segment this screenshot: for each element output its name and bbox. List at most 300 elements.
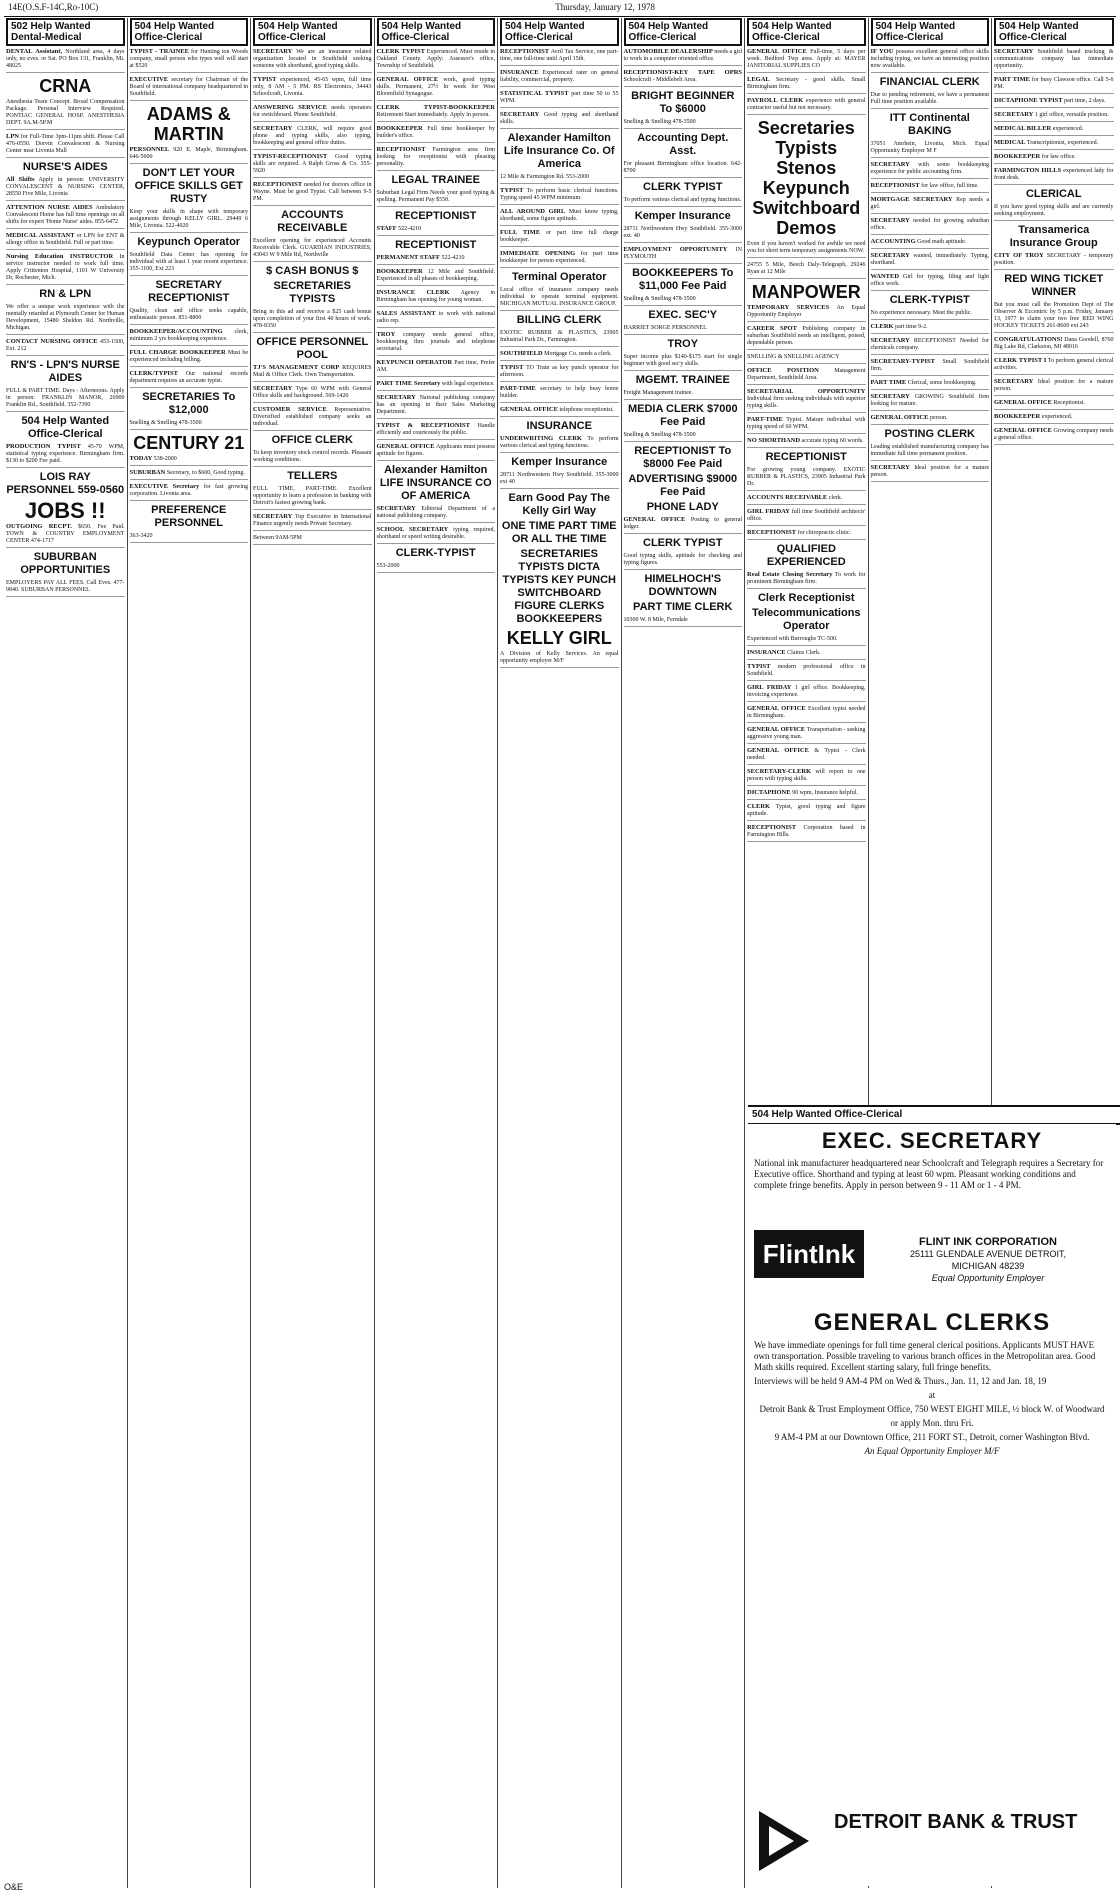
ad-body: Snelling & Snelling 478-3500 <box>623 296 696 302</box>
ad-body: Editorial Department of a national publishing company. <box>376 506 495 519</box>
ad-title: CLERK <box>870 323 894 330</box>
ad-spacer <box>81 444 88 450</box>
classified-ad <box>871 48 990 73</box>
gc-title: GENERAL CLERKS <box>813 1309 1051 1336</box>
classified-ad <box>994 413 1114 424</box>
classified-ad <box>253 485 372 510</box>
classified-ad <box>500 250 619 268</box>
ad-title: GENERAL OFFICE <box>870 414 929 421</box>
classified-ad <box>6 387 125 412</box>
classified-ad <box>253 125 372 150</box>
classified-ad <box>253 153 372 178</box>
ad-title: BOOKKEEPER <box>994 153 1041 160</box>
ad-body: 1 girl office. Bookkeeping, invoicing experience. <box>747 685 866 698</box>
ad-heading: LOIS RAY PERSONNEL 559-0560 <box>6 471 125 496</box>
ad-body: Suburban Legal Firm Needs your good typing & spelling. Permanent Pay $550. <box>376 190 495 203</box>
ad-body: FULL & PART TIME. Days - Afternoons. Apply in person: FRANKLIN MANOR, 26900 Franklin Rd., Southfield. 352-7390 <box>6 388 125 408</box>
classified-ad <box>994 378 1114 396</box>
ad-title: SECRETARY <box>253 48 293 55</box>
ad-body: Experienced. Must reside in Oakland County. Apply: Assessor's office, Township of Southfield. <box>376 49 496 69</box>
gc-or: or apply Mon. thru Fri. <box>890 1418 974 1428</box>
ad-body: For pleasant Birmingham office location. 642-8700 <box>623 161 742 174</box>
ad-body: Between 9AM-5PM <box>253 535 302 541</box>
ad-title: Real Estate Closing Secretary <box>747 571 833 578</box>
classified-ad <box>253 385 372 403</box>
exec-title: EXEC. SECRETARY <box>821 1128 1043 1153</box>
classified-ad <box>747 803 866 821</box>
ad-heading: 504 Help Wanted Office-Clerical <box>21 415 110 440</box>
ad-heading: HIMELHOCH'S DOWNTOWN <box>644 573 722 598</box>
ad-body: Full time bookkeeper by builder's office. <box>376 126 495 139</box>
ad-title: IMMEDIATE OPENING <box>500 250 576 257</box>
classified-ad <box>747 416 866 434</box>
classified-ad <box>253 513 372 531</box>
ad-heading: PHONE LADY <box>646 501 719 513</box>
ad-title: BOOKKEEPER <box>376 125 423 132</box>
ad-heading: RECEPTIONIST <box>395 239 477 251</box>
classified-ad <box>747 76 866 94</box>
classified-ad <box>871 337 990 355</box>
ad-body: Freight Management trainee. <box>623 390 693 396</box>
ad-title: SECRETARY <box>253 385 293 392</box>
ad-body: SECRETARY - temporary position. <box>994 253 1114 266</box>
classified-ad <box>994 167 1114 185</box>
ad-spacer <box>910 162 918 168</box>
column-heading: 504 Help Wanted Office-Clerical <box>994 18 1114 46</box>
ad-body: for Full-Time 3pm-11pm shift. Please Call 476-0550. Dorvin Convalescent & Nursing Center near Livonia Mall <box>6 134 125 154</box>
ad-body: Apply in person: UNIVERSITY CONVALESCENT & NURSING CENTER, 28550 Five Mile, Livonia <box>6 177 125 197</box>
ad-body: Dana Goodell, 8760 Big Lake Rd, Clarkston, MI 48016 <box>994 337 1114 350</box>
classified-ad <box>871 309 990 320</box>
ad-body: Agency in Birmingham has opening for young woman. <box>376 290 495 303</box>
classified-ad <box>6 523 125 548</box>
ad-body: secretary to help busy home builder. <box>500 386 619 399</box>
classified-ad <box>871 252 990 270</box>
ad-body: 553-2000 <box>376 563 400 569</box>
ad-body: An Equal Opportunity Employer <box>747 305 866 318</box>
classified-ad <box>624 246 743 264</box>
ad-body: Transportation - seeking aggressive young man. <box>747 727 866 740</box>
classified-ad <box>624 353 743 371</box>
classified-ad <box>6 48 125 73</box>
ad-title: SUBURBAN <box>129 469 166 476</box>
ad-body: Typist. Mature individual with typing speed of 60 WPM. <box>747 417 866 430</box>
ad-title: GENERAL OFFICE <box>747 705 806 712</box>
ad-body: 45-70 WPM, statistical typing experience. Birmingham firm. $130 to $200 Fee paid. <box>6 444 125 464</box>
classified-ad <box>871 414 990 425</box>
ad-heading: LEGAL TRAINEE <box>391 174 480 186</box>
gc-eoe: An Equal Opportunity Employer M/F <box>864 1446 1000 1456</box>
ad-title: CITY OF TROY <box>994 252 1044 259</box>
classified-ad <box>253 104 372 122</box>
detroit-bank-logo <box>754 1806 1110 1876</box>
ad-body: TO Train as key punch operator for afternoon. <box>500 365 619 378</box>
ad-body: Ambulatory Convalescent Home has full time openings on all shifts for expert 'Home Nurse' aides. 855-6472 <box>6 205 125 225</box>
ad-body: accurate typing 60 words. <box>801 438 864 444</box>
column-6 <box>622 18 746 1888</box>
ad-title: AUTOMOBILE DEALERSHIP <box>623 48 713 55</box>
ad-spacer <box>728 247 736 253</box>
classified-ad <box>253 237 372 262</box>
ad-body: 37051 Amrhein, Livonia, Mich. Equal Opportunity Employer M F <box>870 141 989 154</box>
classified-ad <box>377 443 496 461</box>
ad-title: PART-TIME <box>747 416 783 423</box>
ad-body: Experienced with Burroughs TC-500. <box>747 636 838 642</box>
ad-body: EXOTIC RUBBER & PLASTICS, 23905 Industrial Park Dr., Farmington. <box>500 330 619 343</box>
ad-body: Top Executive in International Finance urgently needs Private Secretary. <box>253 514 372 527</box>
classified-ad <box>130 455 249 466</box>
ad-title: IF YOU <box>870 48 894 55</box>
ad-title: SECRETARY <box>870 337 910 344</box>
ad-body: wanted, immediately. Typing, shorthand. <box>870 253 989 266</box>
ad-body: To perform general clerical activities. <box>994 358 1114 371</box>
classified-ad <box>500 48 619 66</box>
classified-ad <box>747 367 866 385</box>
ad-heading: PREFERENCE PERSONNEL <box>151 504 227 529</box>
ad-heading: DON'T LET YOUR OFFICE SKILLS GET RUSTY <box>134 167 243 205</box>
classified-ad <box>130 532 249 543</box>
classified-ad <box>747 508 866 526</box>
ad-title: SECRETARY <box>870 464 910 471</box>
ad-body: Type 60 WPM with General Office skills and background. 569-1420 <box>253 386 372 399</box>
ad-heading: QUALIFIED EXPERIENCED <box>766 543 846 568</box>
ad-title: PAYROLL CLERK <box>747 97 804 104</box>
ad-title: STAFF <box>376 225 397 232</box>
classified-ad <box>6 338 125 356</box>
ad-title: GENERAL OFFICE <box>747 726 806 733</box>
ad-title: ACCOUNTING <box>870 238 916 245</box>
ad-title: BOOKKEEPER <box>994 413 1041 420</box>
classified-ad <box>377 505 496 523</box>
ad-body: $650. Fee Paid. TOWN & COUNTRY EMPLOYMENT CENTER 474-1717 <box>6 524 125 544</box>
ad-body: Due to pending retirement, we have a permanent Full time position available. <box>870 92 989 105</box>
ad-title: DENTAL Assistant, <box>6 48 63 55</box>
classified-ad <box>6 579 125 597</box>
classified-ad <box>130 208 249 233</box>
ad-body: REQUIRES Mail & Office Clerk. Own Transportation. <box>253 365 372 378</box>
ad-body: Good typing and shorthand skills. <box>500 112 619 125</box>
ad-body: We offer a unique work experience with the mentally retarded at Plymouth Center for Human Development, 15480 Sheldon Rd. Northville, Michigan. <box>6 304 125 331</box>
ad-body: 90 wpm, Insurance helpful. <box>792 790 858 796</box>
ad-title: CLERK <box>747 803 771 810</box>
ad-body: Posting to general ledger. <box>623 517 743 530</box>
ad-title: SECRETARY-CLERK <box>747 768 812 775</box>
classified-ad <box>994 139 1114 150</box>
ad-body: Excellent opening for experienced Accounts Receivable Clerk. GUARDIAN INDUSTRIES, 43043 W 9 Mile Rd, Northville <box>253 238 372 258</box>
classified-ad <box>871 140 990 158</box>
ad-body: Excellent typist needed in Birmingham. <box>747 706 866 719</box>
classified-ad <box>747 437 866 448</box>
display-ad-heading: Secretaries Typists Stenos Keypunch Switchboard Demos <box>752 118 861 238</box>
ad-body: needs a girl to work in a computer oriented office. <box>623 49 742 62</box>
classified-ad <box>500 69 619 87</box>
ad-heading: Transamerica Insurance Group <box>1009 224 1098 249</box>
ad-spacer <box>770 664 777 670</box>
ad-body: or LPN for ENT & allergy office in Southfield. Full or part time. <box>6 233 125 246</box>
ad-body: Farmington area firm looking for receptionist with pleasing personality. <box>376 147 495 167</box>
ad-body: 363-3420 <box>129 533 153 539</box>
ad-title: TROY <box>376 331 396 338</box>
column-3 <box>251 18 375 1888</box>
ad-title: SECRETARY <box>253 513 293 520</box>
classified-ad <box>747 768 866 786</box>
ad-title: MEDICAL ASSISTANT <box>6 232 75 239</box>
column-heading: 504 Help Wanted Office-Clerical <box>377 18 496 46</box>
classified-ad <box>377 76 496 101</box>
classified-ad <box>747 466 866 491</box>
ad-heading: MGEMT. TRAINEE <box>635 374 730 386</box>
ad-title: SECRETARY <box>994 111 1034 118</box>
ad-body: Applicants must possess aptitude for figures. <box>376 444 495 457</box>
ad-title: PART TIME Secretary <box>376 380 441 387</box>
ad-body: Must know typing, shorthand, some figure aptitude. <box>500 209 619 222</box>
ad-body: Corporation based in Farmington Hills. <box>747 825 866 838</box>
ad-body: Southfield Data Center has opening for individual with at least 1 year recent experience. 355-1100, Ext 223 <box>129 252 248 272</box>
ad-body: experienced. <box>1041 414 1073 420</box>
ad-body: Individual firm seeking individuals with superior typing skills. <box>747 396 866 409</box>
ad-spacer <box>223 329 235 335</box>
classified-ad <box>130 483 249 501</box>
ad-body: for Hunting ton Woods company, small person who types well will start at $520 <box>129 49 248 69</box>
ad-spacer <box>178 371 186 377</box>
flint-ink-logo: FlintInk <box>754 1230 864 1278</box>
ad-title: ALL AROUND GIRL <box>500 208 566 215</box>
ad-body: Rep needs a girl. <box>870 197 989 210</box>
display-ad-heading: CRNA <box>39 76 92 96</box>
ad-title: SCHOOL SECRETARY <box>376 526 449 533</box>
flint-ink-address <box>888 1236 1088 1284</box>
classified-ad <box>130 419 249 430</box>
ad-heading: CLERK-TYPIST <box>395 547 476 559</box>
flint-eoe: Equal Opportunity Employer <box>931 1273 1045 1283</box>
ad-heading: SECRETARIES TYPISTS <box>273 280 351 305</box>
general-clerks-ad <box>748 1306 1116 1886</box>
edition-label: 14E(O.S.F-14C,Ro-10C) <box>8 2 99 12</box>
date-label: Thursday, January 12, 1978 <box>555 2 655 12</box>
column-5 <box>498 18 622 1888</box>
classified-ad <box>624 324 743 335</box>
ad-title: SECRETARY <box>500 111 540 118</box>
ad-body: clerk. <box>828 495 843 501</box>
ad-title: PRODUCTION TYPIST <box>6 443 81 450</box>
ad-body: possess excellent general office skills including typing, we have an interesting position now available. <box>870 49 989 69</box>
classified-ad <box>6 176 125 201</box>
ad-body: No experience necessary. Meet the public. <box>870 310 972 316</box>
classified-ad <box>747 529 866 540</box>
display-ad-heading: KELLY GIRL <box>506 628 612 648</box>
ad-body: Our national records department requires an accurate typist. <box>129 371 248 384</box>
ad-body: needs operators for switchboard. Phone Southfield. <box>253 105 372 118</box>
ad-body: Schoolcraft - Middlebelt Area. <box>623 77 697 83</box>
ad-body: needed for doctors office in Wayne. Must be good Typist. Call between 9-5 PM. <box>253 182 372 202</box>
ad-title: EXECUTIVE Secretary <box>129 483 200 490</box>
ad-title: LEGAL <box>747 76 770 83</box>
ad-spacer <box>450 290 461 296</box>
classified-ad <box>6 133 125 158</box>
classified-ad <box>624 196 743 207</box>
ad-heading: ADVERTISING $9000 Fee Paid <box>628 473 738 498</box>
column-heading: 504 Help Wanted Office-Clerical <box>253 18 372 46</box>
ad-heading: ACCOUNTS RECEIVABLE <box>277 209 348 234</box>
ad-body: clerk, minimum 2 yrs bookkeeping experience. <box>129 329 248 342</box>
classified-ad <box>624 118 743 129</box>
ad-title: PERMANENT STAFF <box>376 254 440 261</box>
ad-heading: POSTING CLERK <box>884 428 975 440</box>
ad-body: 28711 Northwestern Hwy Southfield. 355-3000 ext 40 <box>500 472 619 485</box>
ad-body: To perform various clerical and typing functions. <box>500 436 619 449</box>
ad-body: Must be experienced including billing. <box>129 350 248 363</box>
jobs-heading: JOBS !! <box>24 498 106 523</box>
classified-ad <box>130 307 249 325</box>
classified-ad <box>130 76 249 101</box>
ad-heading: OFFICE PERSONNEL POOL <box>256 336 369 361</box>
classified-ad <box>130 370 249 388</box>
ad-body: For growing young company. EXOTIC RUBBER & PLASTICS, 23905 Industrial Park Dr. <box>747 467 866 487</box>
classified-ad <box>500 286 619 311</box>
ad-title: CAREER SPOT <box>747 325 797 332</box>
ad-title: TEMPORARY SERVICES <box>747 304 830 311</box>
ad-title: SECRETARY <box>253 125 293 132</box>
ad-heading: RECEPTIONIST To $8000 Fee Paid <box>634 445 732 470</box>
ad-title: INSURANCE <box>747 649 786 656</box>
header-right <box>1108 2 1116 16</box>
classified-ad <box>994 203 1114 221</box>
classified-ad <box>624 431 743 442</box>
ad-title: BOOKKEEPER <box>376 268 423 275</box>
classified-ad <box>624 295 743 306</box>
gc-body: We have immediate openings for full time general clerical positions. Applicants MUST HAVE own transportation. Possible traveling to various branch offices in the Metropolitan area. Good Math skills required. Excellent starting salary, full fringe benefits. <box>754 1340 1096 1372</box>
ad-title: OUTGOING RECPT. <box>6 523 72 530</box>
ad-body: person. <box>929 415 948 421</box>
classified-ad <box>377 104 496 122</box>
ad-body: for chiropractic clinic. <box>797 530 852 536</box>
classified-ad <box>377 422 496 440</box>
classified-ad <box>871 182 990 193</box>
classified-ad <box>377 125 496 143</box>
classified-ad <box>500 229 619 247</box>
classified-ad <box>500 173 619 184</box>
classified-ad <box>377 331 496 356</box>
ad-body: Experienced rater on general liability, commercial, property. <box>500 70 619 83</box>
ad-body: with legal experience. <box>441 381 495 387</box>
classified-ad <box>624 389 743 400</box>
ad-body: We are an insurance related organization located in Southfield seeking someone with shorthand, good typing skills. <box>253 49 372 69</box>
classified-ad <box>253 76 372 101</box>
ad-title: STATISTICAL TYPIST <box>500 90 569 97</box>
ad-body: experienced. <box>1052 126 1084 132</box>
ad-body: Snelling & Snelling 478-3500 <box>623 119 696 125</box>
column-heading: 504 Help Wanted Office-Clerical <box>130 18 249 46</box>
ad-body: part time 9-2. <box>895 324 928 330</box>
classified-ad <box>871 443 990 461</box>
column-heading: 504 Help Wanted Office-Clerical <box>871 18 990 46</box>
ad-title: OFFICE POSITION <box>747 367 819 374</box>
classified-ad <box>624 69 743 87</box>
ad-title: GENERAL OFFICE <box>623 516 686 523</box>
classified-ad <box>871 196 990 214</box>
classified-ad <box>994 301 1114 333</box>
classified-ad <box>747 325 866 350</box>
classified-ad <box>994 111 1114 122</box>
ad-title: RECEPTIONIST <box>870 182 920 189</box>
ad-body: Local office of insurance company needs individual to operate terminal equipment. MICHIGAN MUTUAL INSURANCE GROUP. <box>500 287 619 307</box>
classified-ad <box>6 303 125 335</box>
classified-ad <box>130 48 249 73</box>
ad-title: TYPIST - TRAINEE <box>129 48 189 55</box>
ad-title: FULL TIME <box>500 229 541 236</box>
ad-heading: FINANCIAL CLERK <box>879 76 980 88</box>
ad-body: part time, 2 days. <box>1064 98 1106 104</box>
classified-ad <box>747 684 866 702</box>
classified-ad <box>994 76 1114 94</box>
ad-body: Part time, Prefer AM. <box>376 360 495 373</box>
classified-ad <box>871 393 990 411</box>
ad-body: Good typing skills are required. A Ralph Gross & Co. 355-5920 <box>253 154 372 174</box>
ad-title: RECEPTIONIST <box>747 824 797 831</box>
classified-ad <box>500 406 619 417</box>
ad-heading: CLERK TYPIST <box>643 537 723 549</box>
ad-title: GENERAL OFFICE <box>376 76 439 83</box>
ad-title: GIRL FRIDAY <box>747 684 792 691</box>
ad-heading: Alexander Hamilton Life Insurance Co. Of America <box>503 132 615 170</box>
ad-title: PART TIME <box>994 76 1031 83</box>
ad-body: Claims Clerk. <box>787 650 821 656</box>
ad-heading: SECRETARIES TYPISTS DICTA TYPISTS KEY PUNCH SWITCHBOARD FIGURE CLERKS BOOKKEEPERS <box>502 548 616 625</box>
classified-ad <box>747 571 866 589</box>
display-ad-heading: CENTURY 21 <box>133 433 245 453</box>
ad-title: TYPIST-RECEPTIONIST <box>253 153 328 160</box>
classified-ad <box>871 358 990 376</box>
ad-title: CONTACT NURSING OFFICE <box>6 338 98 345</box>
ad-body: 10300 W. 8 Mile, Ferndale <box>623 617 688 623</box>
ad-heading: Terminal Operator <box>511 271 607 283</box>
ad-body: 453-1500, Ext. 212 <box>6 339 125 352</box>
classified-ad <box>500 111 619 129</box>
ad-body: In service instructor needed to work full time. Apply Crittenton Hospital, 1101 W University Dr, Rochester, Mich. <box>6 254 125 281</box>
ad-title: GENERAL OFFICE <box>500 406 558 413</box>
classified-ad <box>500 435 619 453</box>
ad-body: to work with national radio rep. <box>376 311 496 324</box>
ad-body: Northland area, 4 days only, no eves. or Sat. PO Box 131, Franklin, Mi. 48025 <box>6 49 125 69</box>
ad-body: Clerical, some bookkeeping. <box>907 380 977 386</box>
ad-heading: RED WING TICKET WINNER <box>1004 273 1104 298</box>
ad-body: Ideal position for a mature person. <box>994 379 1114 392</box>
ad-body: experienced, 45-65 wpm, full time only, 8 AM - 5 PM. RS Electronics, 34443 Schoolcraft, Livonia. <box>253 77 372 97</box>
gc-interviews: Interviews will be held 9 AM-4 PM on Wed & Thurs., Jan. 11, 12 and Jan. 18, 19 <box>754 1376 1047 1386</box>
classified-ad <box>500 650 619 668</box>
ad-body: Quality, clean and office seeks capable, enthusiastic person. 851-8800 <box>129 308 248 321</box>
ad-body: A Division of Kelly Services. An equal opportunity employer M/F <box>500 651 619 664</box>
classified-ad <box>747 494 866 505</box>
ad-title: Nursing Education INSTRUCTOR <box>6 253 114 260</box>
classified-ad <box>253 406 372 431</box>
ad-heading: SECRETARY RECEPTIONIST <box>148 279 230 304</box>
classified-ad <box>253 534 372 545</box>
ad-body: part time 50 to 55 WPM. <box>500 91 619 104</box>
classified-ad <box>871 217 990 235</box>
classified-ad <box>377 146 496 171</box>
classified-ad <box>377 380 496 391</box>
classified-ad <box>747 48 866 73</box>
ad-heading: BILLING CLERK <box>516 314 602 326</box>
classified-ad <box>624 616 743 627</box>
ad-body: 522-4210 <box>441 255 465 261</box>
ad-title: PART-TIME <box>500 385 536 392</box>
classified-ad <box>500 364 619 382</box>
classified-ad <box>624 225 743 243</box>
classified-ad <box>500 471 619 489</box>
classified-ad <box>747 789 866 800</box>
